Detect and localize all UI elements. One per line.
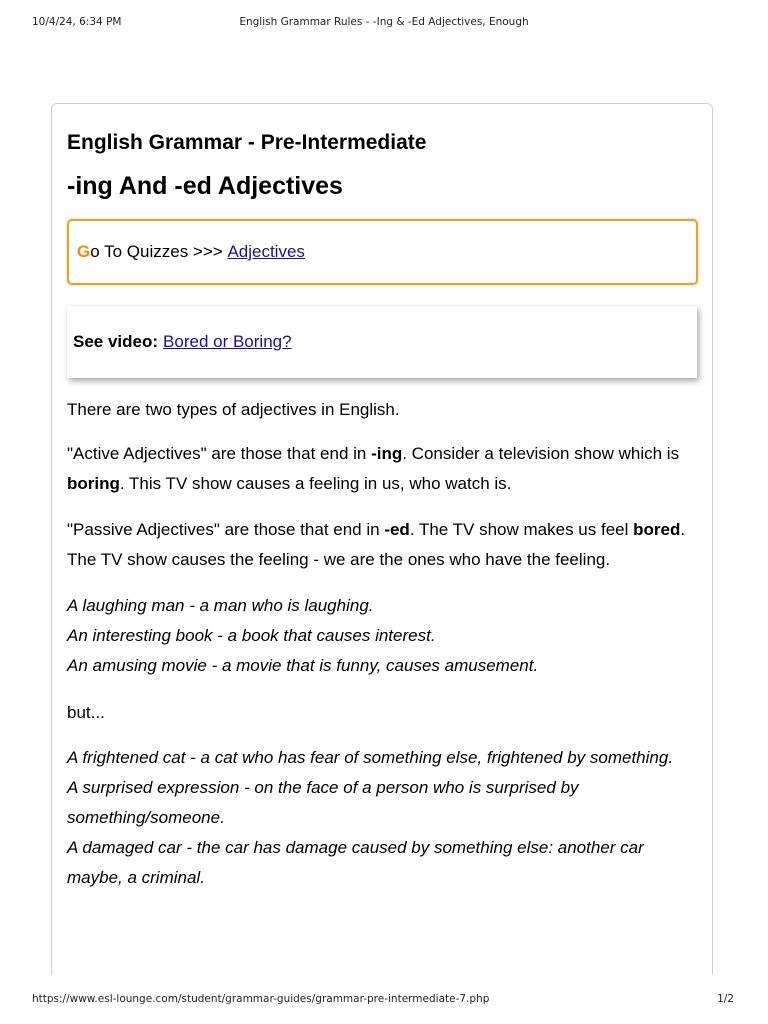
active-adjectives-paragraph [67, 439, 702, 499]
quiz-initial-letter: G [77, 242, 91, 261]
print-page-title: English Grammar Rules - -Ing & -Ed Adjectives, Enough [239, 16, 529, 28]
print-url: https://www.esl-lounge.com/student/grammar-guides/grammar-pre-intermediate-7.php [32, 993, 490, 1005]
example-line: A laughing man - a man who is laughing. [67, 596, 374, 615]
example-line: A surprised expression - on the face of a person who is surprised by something/someone. [67, 778, 579, 827]
print-datetime: 10/4/24, 6:34 PM [32, 16, 122, 28]
video-link[interactable]: Bored or Boring? [163, 332, 292, 351]
bold-term: bored [633, 520, 681, 539]
text-span: . The TV show causes the feeling - we are the ones who have the feeling. [67, 520, 686, 569]
page-subtitle: English Grammar - Pre-Intermediate [67, 131, 427, 154]
quiz-callout [67, 219, 698, 285]
quiz-callout-text: o To Quizzes >>> [90, 242, 223, 261]
text-span: . Consider a television show which is [402, 444, 680, 463]
text-span: "Active Adjectives" are those that end in [67, 444, 372, 463]
ing-examples [67, 591, 702, 681]
bold-term: -ed [384, 520, 410, 539]
text-span: "Passive Adjectives" are those that end in [67, 520, 385, 539]
example-line: A damaged car - the car has damage caused by something else: another car maybe, a criminal. [67, 838, 644, 887]
example-line: An amusing movie - a movie that is funny, causes amusement. [67, 656, 539, 675]
intro-paragraph: There are two types of adjectives in English. [67, 400, 400, 419]
ed-examples [67, 743, 699, 893]
passive-adjectives-paragraph [67, 515, 702, 575]
text-span: . The TV show makes us feel [409, 520, 634, 539]
print-page-number: 1/2 [717, 993, 734, 1005]
but-text: but... [67, 703, 105, 722]
page-title: -ing And -ed Adjectives [67, 172, 343, 200]
print-header [32, 16, 736, 30]
example-line: An interesting book - a book that causes interest. [67, 626, 436, 645]
adjectives-quiz-link[interactable]: Adjectives [227, 242, 305, 261]
video-label: See video: [73, 332, 159, 351]
bold-term: boring [67, 474, 120, 493]
video-callout [67, 306, 697, 378]
bold-term: -ing [371, 444, 403, 463]
text-span: . This TV show causes a feeling in us, who watch is. [119, 474, 512, 493]
print-footer [32, 993, 736, 1007]
example-line: A frightened cat - a cat who has fear of something else, frightened by something. [67, 748, 674, 767]
